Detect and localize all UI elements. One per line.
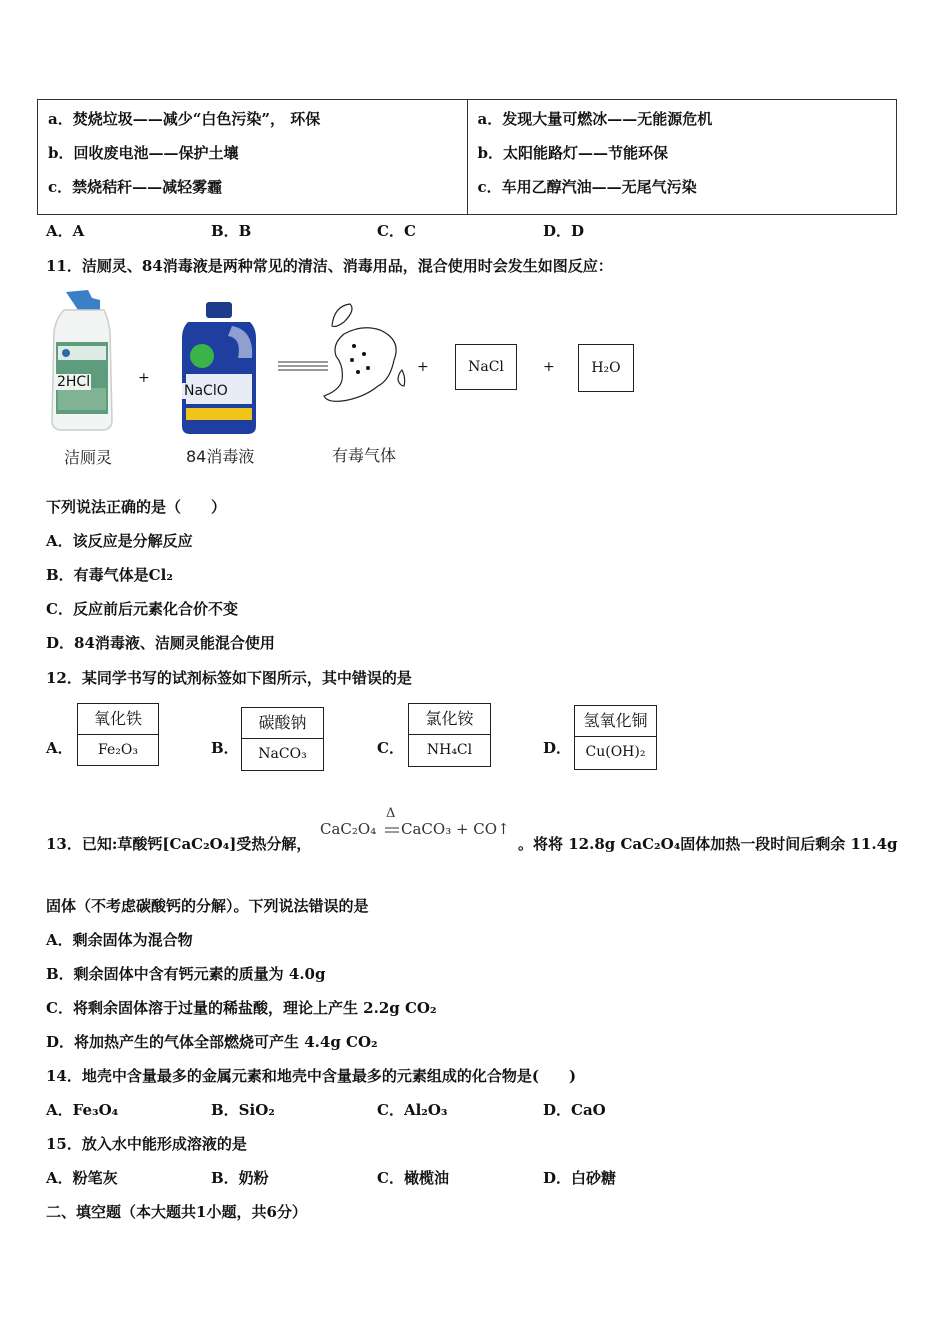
label-b-name: 碳酸钠 [242,708,323,739]
q13-equation-delta: Δ [386,806,396,821]
q10-left-cell [38,100,468,215]
plus-1: + [138,370,150,386]
label-a [77,703,159,766]
q15-option-b: B．奶粉 [211,1169,269,1187]
q11-option-b: B．有毒气体是Cl₂ [46,566,173,584]
q10-option-c: C．C [377,222,416,240]
label-a-formula: Fe₂O₃ [98,742,138,758]
section-2-heading: 二、填空题（本大题共1小题，共6分） [46,1203,307,1221]
label-d-name: 氢氧化铜 [575,706,656,737]
q14-stem: 14．地壳中含量最多的金属元素和地壳中含量最多的元素组成的化合物是( ) [46,1067,577,1085]
q12-letter-d: D． [543,739,572,757]
q13-equation-arrow [385,826,399,834]
q13-equation-right: CaCO₃ + CO↑ [401,820,510,838]
bottle1-label: 2HCl [57,374,91,390]
label-d-formula: Cu(OH)₂ [585,744,646,760]
q14-option-a: A．Fe₃O₄ [46,1101,119,1119]
disinfectant-bottle-image [176,300,262,436]
label-b [241,707,324,771]
label-c-name: 氯化铵 [409,704,490,735]
toilet-cleaner-bottle-image [48,288,118,436]
q10-option-a: A．A [46,222,85,240]
q15-stem: 15．放入水中能形成溶液的是 [46,1135,247,1153]
q11-option-c: C．反应前后元素化合价不变 [46,600,238,618]
caption-toxic-gas: 有毒气体 [332,446,397,465]
q14-option-c: C．Al₂O₃ [377,1101,448,1119]
q10-right-b: b．太阳能路灯——节能环保 [477,144,668,162]
q10-left-a: a．焚烧垃圾——减少“白色污染”， 环保 [48,110,321,128]
q15-option-c: C．橄榄油 [377,1169,449,1187]
q11-option-a: A．该反应是分解反应 [46,532,193,550]
q15-option-a: A．粉笔灰 [46,1169,118,1187]
q12-stem: 12．某同学书写的试剂标签如下图所示，其中错误的是 [46,669,412,687]
q13-option-b: B．剩余固体中含有钙元素的质量为 4.0g [46,965,326,983]
q10-right-c: c．车用乙醇汽油——无尾气污染 [477,178,697,196]
q13-stem-post: 。将将 12.8g CaC₂O₄固体加热一段时间后剩余 11.4g [518,835,898,853]
q10-table [37,99,897,215]
q13-stem-pre: 13．已知:草酸钙[CaC₂O₄]受热分解， [46,835,312,853]
q13-stem-line2: 固体（不考虑碳酸钙的分解）。下列说法错误的是 [46,897,369,915]
plus-3: + [543,359,555,375]
label-a-name: 氧化铁 [78,704,158,735]
q13-option-c: C．将剩余固体溶于过量的稀盐酸，理论上产生 2.2g CO₂ [46,999,437,1017]
label-c [408,703,491,767]
label-c-formula: NH₄Cl [426,742,473,758]
q10-option-d: D．D [543,222,585,240]
q15-option-d: D．白砂糖 [543,1169,617,1187]
q11-question: 下列说法正确的是（ ） [46,498,227,516]
q10-right-a: a．发现大量可燃冰——无能源危机 [477,110,713,128]
toxic-gas-drawing [318,300,413,412]
q10-right-cell [467,100,897,215]
q10-left-b: b．回收废电池——保护土壤 [48,144,239,162]
q11-stem: 11．洁厕灵、84消毒液是两种常见的清洁、消毒用品，混合使用时会发生如图反应： [46,257,613,275]
q14-option-b: B．SiO₂ [211,1101,275,1119]
q10-option-b: B．B [211,222,252,240]
product-nacl-box: NaCl [455,344,517,390]
q14-option-d: D．CaO [543,1101,606,1119]
q13-option-d: D．将加热产生的气体全部燃烧可产生 4.4g CO₂ [46,1033,378,1051]
plus-2: + [417,359,429,375]
q12-letter-c: C． [377,739,404,757]
caption-toilet-cleaner: 洁厕灵 [64,448,113,467]
q12-letter-a: A． [46,739,73,757]
q12-letter-b: B． [211,739,239,757]
label-d [574,705,657,770]
q13-equation-left: CaC₂O₄ [320,820,377,838]
q11-option-d: D．84消毒液、洁厕灵能混合使用 [46,634,275,652]
caption-disinfectant: 84消毒液 [186,447,255,466]
label-b-formula: NaCO₃ [258,746,307,762]
product-h2o-box: H₂O [578,344,634,392]
bottle2-label: NaClO [184,383,228,399]
q13-option-a: A．剩余固体为混合物 [46,931,193,949]
q10-left-c: c．禁烧秸秆——减轻雾霾 [48,178,223,196]
